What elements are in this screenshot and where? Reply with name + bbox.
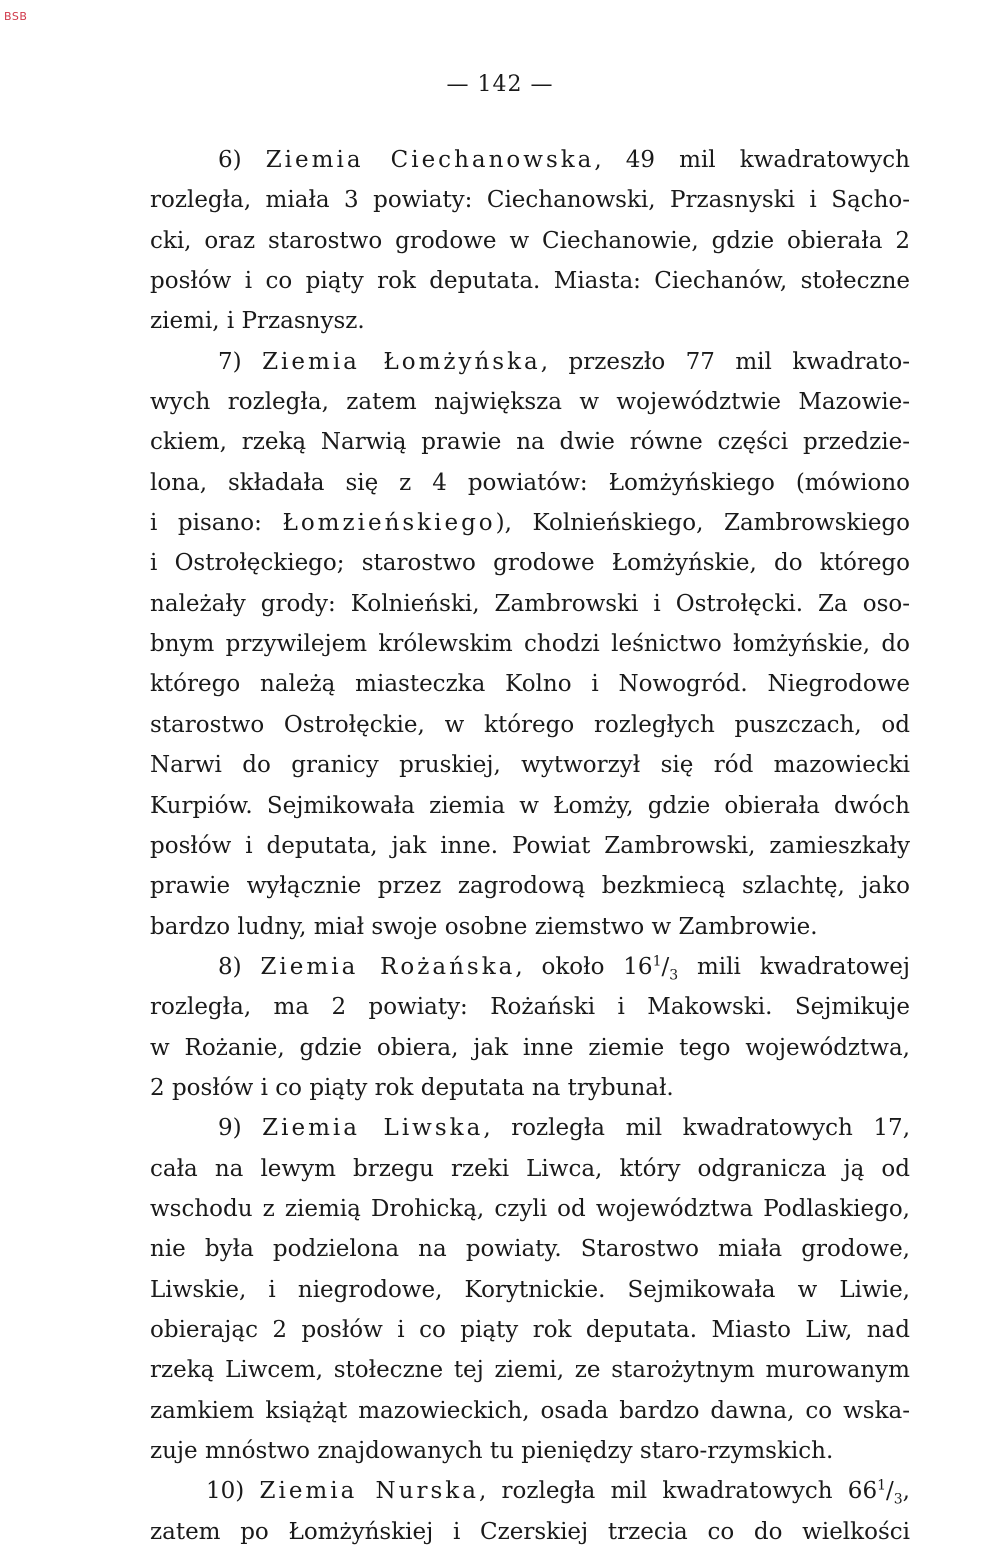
text-line: zatem po Łomżyńskiej i Czerskiej trzecia co do wielkości — [150, 1518, 910, 1545]
text-fragment: , — [902, 1478, 910, 1505]
text-line: cała na lewym brzegu rzeki Liwca, który odgranicza ją od — [150, 1155, 910, 1182]
text-line: zamkiem książąt mazowieckich, osada bardzo dawna, co wska- — [150, 1397, 910, 1424]
spaced-heading: Ziemia Ciechanowska — [265, 147, 595, 173]
spaced-heading: Ziemia Rożańska — [260, 953, 516, 980]
text-fragment: 3 — [893, 1491, 903, 1508]
text-line: 2 posłów i co piąty rok deputata na trybunał. — [150, 1074, 674, 1101]
text-line: wych rozległa, zatem największa w województwie Mazowie- — [150, 389, 910, 416]
text-fragment: i pisano: — [150, 510, 283, 537]
text-line — [150, 342, 910, 382]
text-fragment: mili kwadratowej — [678, 953, 910, 980]
text-line: wschodu z ziemią Drohicką, czyli od województwa Podlaskiego, — [150, 1195, 910, 1222]
text-line — [150, 503, 910, 543]
text-line: starostwo Ostrołęckie, w którego rozległych puszczach, od — [150, 711, 910, 738]
text-line: ziemi, i Przasnysz. — [150, 308, 365, 335]
text-fragment: ), Kolnieńskiego, Zambrowskiego — [495, 510, 910, 537]
text-line: obierając 2 posłów i co piąty rok deputata. Miasto Liw, nad — [150, 1316, 910, 1343]
spaced-heading: Ziemia Nurska — [259, 1478, 479, 1505]
text-line: Liwskie, i niegrodowe, Korytnickie. Sejmikowała w Liwie, — [150, 1276, 910, 1303]
text-line: cki, oraz starostwo grodowe w Ciechanowie, gdzie obierała 2 — [150, 227, 910, 254]
text-fragment: / — [661, 953, 670, 980]
text-line — [150, 947, 910, 987]
text-line: rozległa, miała 3 powiaty: Ciechanowski, Przasnyski i Sącho- — [150, 187, 910, 214]
text-line: bardzo ludny, miał swoje osobne ziemstwo w Zambrowie. — [150, 913, 818, 940]
text-line: posłów i co piąty rok deputata. Miasta: Ciechanów, stołeczne — [150, 268, 910, 295]
text-line — [150, 1108, 910, 1148]
text-line: prawie wyłącznie przez zagrodową bezkmiecą szlachtę, jako — [150, 873, 910, 900]
text-fragment: 6) — [218, 147, 266, 173]
text-fragment: , około 16 — [515, 953, 653, 980]
text-line: lona, składała się z 4 powiatów: Łomżyńskiego (mówiono — [150, 469, 910, 496]
text-line: rozległa, ma 2 powiaty: Rożański i Makowski. Sejmikuje — [150, 994, 910, 1021]
text-fragment: 8) — [218, 953, 261, 980]
page-number: — 142 — — [446, 72, 554, 97]
text-line: ckiem, rzeką Narwią prawie na dwie równe części przedzie- — [150, 429, 910, 456]
text-fragment: 9) — [218, 1115, 263, 1142]
text-line: którego należą miasteczka Kolno i Nowogród. Niegrodowe — [150, 671, 910, 698]
text-line: Narwi do granicy pruskiej, wytworzył się ród mazowiecki — [150, 752, 910, 779]
text-line: zuje mnóstwo znajdowanych tu pieniędzy staro-rzymskich. — [150, 1438, 834, 1464]
text-fragment: 1 — [877, 1477, 886, 1494]
text-fragment: 1 — [652, 953, 662, 970]
spaced-heading: Ziemia Łomżyńska — [262, 348, 541, 375]
spaced-heading: Łomzieńskiego — [282, 510, 496, 537]
text-line: w Rożanie, gdzie obiera, jak inne ziemie tego województwa, — [150, 1034, 910, 1061]
text-fragment: , 49 mil kwadratowych — [594, 147, 910, 173]
text-body — [150, 140, 910, 1552]
library-stamp: BSB — [4, 10, 28, 23]
text-line: i Ostrołęckiego; starostwo grodowe Łomżyńskie, do którego — [150, 550, 910, 577]
text-line — [150, 1471, 910, 1511]
text-fragment: 7) — [218, 348, 263, 375]
text-fragment: , rozległa mil kwadratowych 66 — [478, 1478, 878, 1505]
text-line: należały grody: Kolnieński, Zambrowski i Ostrołęcki. Za oso- — [150, 590, 910, 617]
text-fragment: , rozległa mil kwadratowych 17, — [483, 1115, 911, 1142]
spaced-heading: Ziemia Liwska — [262, 1115, 484, 1142]
text-line: nie była podzielona na powiaty. Starostwo miała grodowe, — [150, 1236, 910, 1263]
text-line: bnym przywilejem królewskim chodzi leśnictwo łomżyńskie, do — [150, 631, 910, 658]
text-fragment: 10) — [206, 1478, 260, 1505]
text-fragment: , przeszło 77 mil kwadrato- — [540, 348, 910, 375]
text-fragment: / — [886, 1478, 894, 1505]
text-fragment: 3 — [669, 967, 679, 984]
text-line: posłów i deputata, jak inne. Powiat Zambrowski, zamieszkały — [150, 832, 910, 859]
text-line — [150, 140, 910, 180]
text-line: rzeką Liwcem, stołeczne tej ziemi, ze starożytnym murowanym — [150, 1357, 910, 1384]
text-line: Kurpiów. Sejmikowała ziemia w Łomży, gdzie obierała dwóch — [150, 792, 910, 819]
